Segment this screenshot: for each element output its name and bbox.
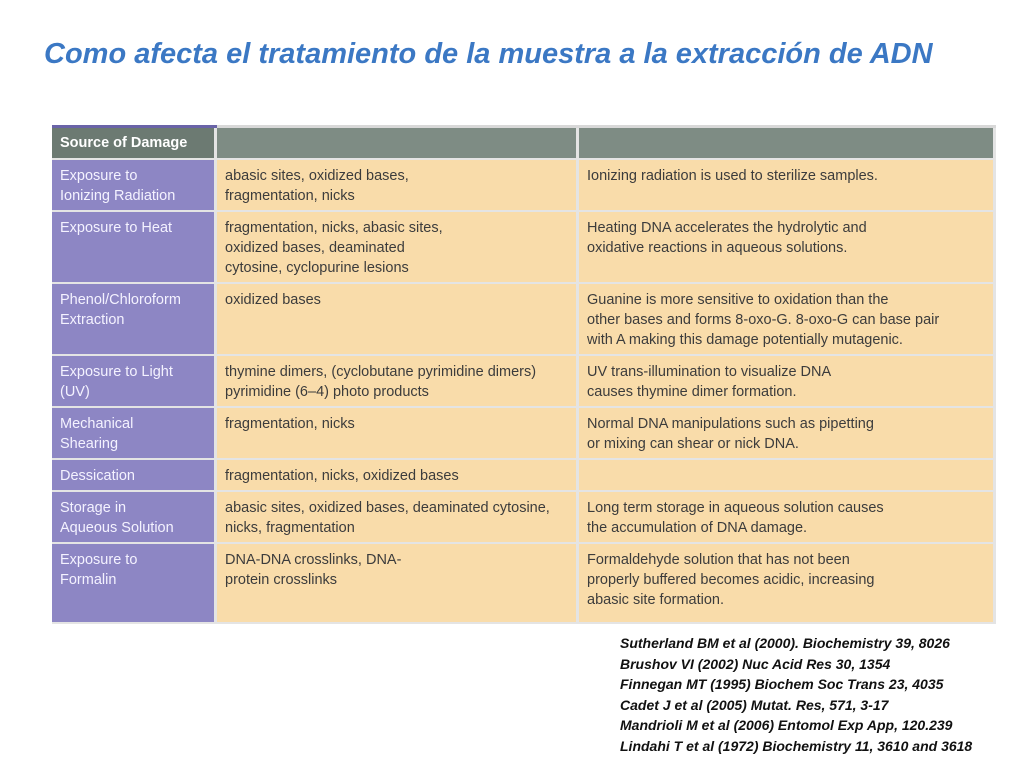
cell-line: fragmentation, nicks [225, 416, 355, 432]
cell-line: oxidative reactions in aqueous solutions. [587, 240, 848, 256]
source-cell [52, 284, 217, 356]
cell-line: Exposure to Light (UV) [60, 364, 173, 400]
cell-line: protein crosslinks [225, 572, 338, 588]
comments-cell [579, 544, 996, 624]
cell-line: oxidized bases, deaminated [225, 240, 405, 256]
comments-cell [579, 356, 996, 408]
source-cell [52, 408, 217, 460]
cell-line: fragmentation, nicks, abasic sites, [225, 220, 443, 236]
damage-type-cell [217, 460, 579, 492]
cell-line: abasic sites, oxidized bases, [225, 168, 409, 184]
cell-line: Mechanical [60, 416, 134, 432]
cell-line: thymine dimers, (cyclobutane pyrimidine dimers) [225, 364, 537, 380]
damage-type-cell [217, 356, 579, 408]
table-body [52, 160, 996, 624]
reference-item: Lindahi T et al (1972) Biochemistry 11, 3610 and 3618 [620, 737, 973, 754]
source-cell [52, 460, 217, 492]
header-damage-type [217, 128, 579, 160]
cell-line: Aqueous Solution [60, 520, 174, 536]
comments-cell [579, 284, 996, 356]
cell-line: Exposure to [60, 552, 138, 568]
damage-type-cell [217, 492, 579, 544]
cell-line: causes thymine dimer formation. [587, 384, 797, 400]
damage-table [52, 128, 996, 624]
table-header-row [52, 128, 996, 160]
cell-line: Long term storage in aqueous solution causes [587, 500, 884, 516]
comments-cell [579, 212, 996, 284]
cell-line: Phenol/Chloroform [60, 292, 181, 308]
cell-line: Normal DNA manipulations such as pipetting [587, 416, 874, 432]
cell-line: Exposure to [60, 168, 138, 184]
source-cell [52, 160, 217, 212]
cell-line: pyrimidine (6–4) photo products [225, 384, 429, 400]
table-row [52, 284, 996, 356]
cell-line: Storage in [60, 500, 127, 516]
table-row [52, 160, 996, 212]
cell-line: the accumulation of DNA damage. [587, 520, 808, 536]
reference-item: Finnegan MT (1995) Biochem Soc Trans 23, 4035 [620, 676, 944, 692]
cell-line: Formalin [60, 572, 117, 588]
source-cell [52, 356, 217, 408]
cell-line: nicks, fragmentation [225, 520, 355, 536]
damage-type-cell [217, 408, 579, 460]
damage-table-container [52, 125, 996, 608]
cell-line: abasic sites, oxidized bases, deaminated cytosine, [225, 500, 550, 516]
cell-line: with A making this damage potentially mutagenic. [587, 332, 903, 348]
table-row [52, 356, 996, 408]
damage-type-cell [217, 284, 579, 356]
reference-item: Mandrioli M et al (2006) Entomol Exp App, 120.239 [620, 717, 953, 733]
cell-line: other bases and forms 8-oxo-G. 8-oxo-G can base pair [587, 312, 940, 328]
reference-item: Sutherland BM et al (2000). Biochemistry 39, 8026 [620, 635, 950, 651]
cell-line: abasic site formation. [587, 592, 725, 608]
table-row [52, 460, 996, 492]
reference-item: Cadet J et al (2005) Mutat. Res, 571, 3-17 [620, 696, 889, 713]
damage-type-cell [217, 544, 579, 624]
slide-title: Como afecta el tratamiento de la muestra a la extracción de ADN [44, 38, 933, 70]
comments-cell [579, 160, 996, 212]
comments-cell [579, 408, 996, 460]
cell-line: DNA-DNA crosslinks, DNA- [225, 552, 402, 568]
cell-line: fragmentation, nicks [225, 188, 355, 204]
header-source-of-damage: Source of Damage [52, 128, 217, 160]
cell-line: oxidized bases [225, 292, 321, 308]
cell-line: Guanine is more sensitive to oxidation than the [587, 292, 889, 308]
cell-line: fragmentation, nicks, oxidized bases [225, 468, 459, 484]
cell-line: Extraction [60, 312, 125, 328]
reference-item: Brushov VI (2002) Nuc Acid Res 30, 1354 [620, 655, 891, 672]
damage-type-cell [217, 212, 579, 284]
table-row [52, 212, 996, 284]
cell-line: Exposure to Heat [60, 220, 173, 236]
source-cell [52, 212, 217, 284]
cell-line: or mixing can shear or nick DNA. [587, 436, 799, 452]
cell-line: Heating DNA accelerates the hydrolytic and [587, 220, 867, 236]
cell-line: UV trans-illumination to visualize DNA [587, 364, 832, 380]
source-cell [52, 492, 217, 544]
table-row [52, 544, 996, 624]
cell-line: properly buffered becomes acidic, increasing [587, 572, 875, 588]
comments-cell [579, 492, 996, 544]
table-row [52, 492, 996, 544]
cell-line: Dessication [60, 468, 135, 484]
cell-line: Formaldehyde solution that has not been [587, 552, 850, 568]
comments-cell [579, 460, 996, 492]
source-cell [52, 544, 217, 624]
cell-line: Shearing [60, 436, 119, 452]
damage-type-cell [217, 160, 579, 212]
header-comments [579, 128, 996, 160]
cell-line: Ionizing radiation is used to sterilize samples. [587, 168, 878, 184]
references-list [620, 633, 972, 756]
cell-line: cytosine, cyclopurine lesions [225, 260, 409, 276]
table-row [52, 408, 996, 460]
cell-line: Ionizing Radiation [60, 188, 176, 204]
